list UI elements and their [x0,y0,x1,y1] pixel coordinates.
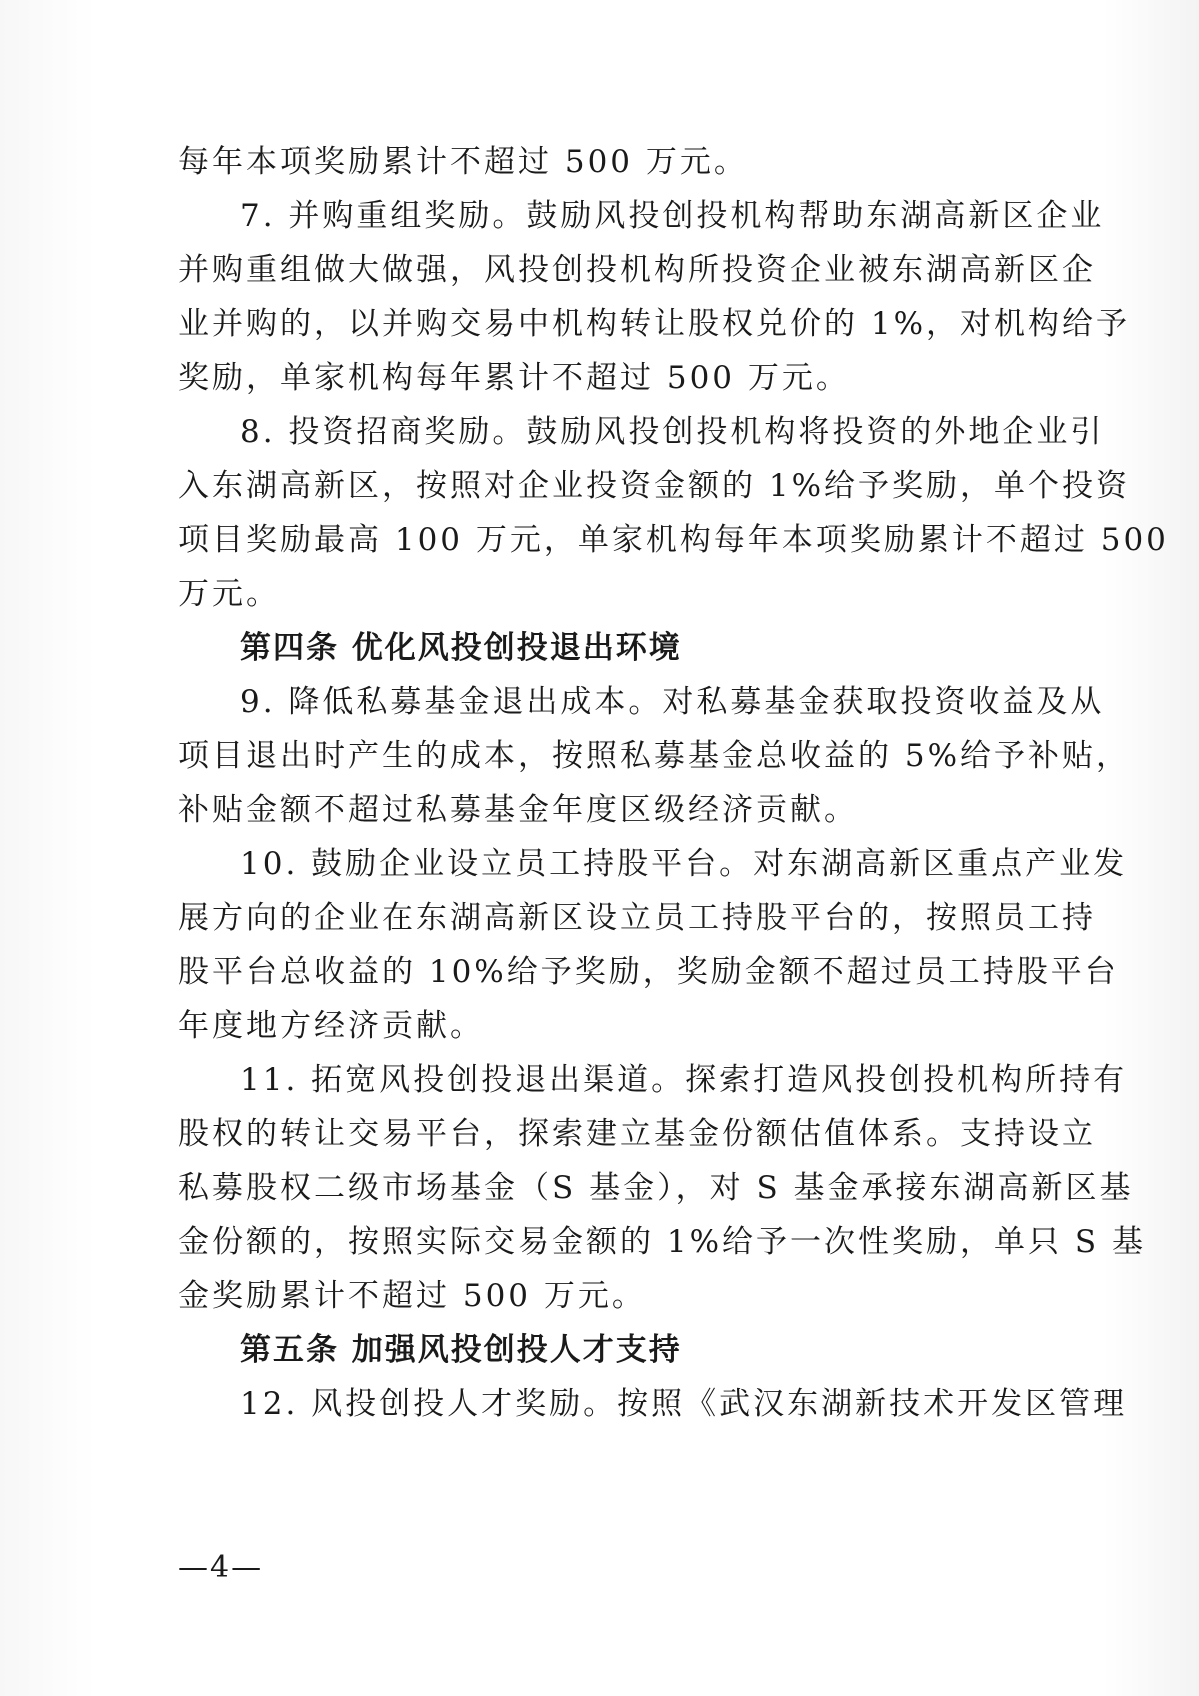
text-line: 10. 鼓励企业设立员工持股平台。对东湖高新区重点产业发 [240,846,1128,882]
text-line: 每年本项奖励累计不超过 500 万元。 [178,144,748,180]
text-line: 补贴金额不超过私募基金年度区级经济贡献。 [178,792,858,828]
text-line: 奖励，单家机构每年累计不超过 500 万元。 [178,360,850,396]
section-heading: 第四条 优化风投创投退出环境 [240,630,682,666]
text-line: 项目退出时产生的成本，按照私募基金总收益的 5%给予补贴， [178,738,1131,774]
text-line: 7. 并购重组奖励。鼓励风投创投机构帮助东湖高新区企业 [240,198,1105,234]
document-body [178,135,1169,1431]
text-line: 年度地方经济贡献。 [178,1008,484,1044]
page-number: —4— [178,1550,264,1585]
text-line: 项目奖励最高 100 万元，单家机构每年本项奖励累计不超过 500 [178,522,1169,558]
text-line: 12. 风投创投人才奖励。按照《武汉东湖新技术开发区管理 [240,1386,1128,1422]
text-line: 股平台总收益的 10%给予奖励，奖励金额不超过员工持股平台 [178,954,1119,990]
text-line: 私募股权二级市场基金（S 基金），对 S 基金承接东湖高新区基 [178,1170,1134,1206]
text-line: 业并购的，以并购交易中机构转让股权兑价的 1%，对机构给予 [178,306,1131,342]
text-line: 并购重组做大做强，风投创投机构所投资企业被东湖高新区企 [178,252,1096,288]
text-line: 11. 拓宽风投创投退出渠道。探索打造风投创投机构所持有 [240,1062,1128,1098]
text-line: 金奖励累计不超过 500 万元。 [178,1278,646,1314]
text-line: 金份额的，按照实际交易金额的 1%给予一次性奖励，单只 S 基 [178,1224,1146,1260]
text-line: 万元。 [178,576,280,612]
text-line: 9. 降低私募基金退出成本。对私募基金获取投资收益及从 [240,684,1105,720]
text-line: 股权的转让交易平台，探索建立基金份额估值体系。支持设立 [178,1116,1096,1152]
text-line: 展方向的企业在东湖高新区设立员工持股平台的，按照员工持 [178,900,1096,936]
section-heading: 第五条 加强风投创投人才支持 [240,1332,682,1368]
text-line: 8. 投资招商奖励。鼓励风投创投机构将投资的外地企业引 [240,414,1105,450]
text-line: 入东湖高新区，按照对企业投资金额的 1%给予奖励，单个投资 [178,468,1131,504]
